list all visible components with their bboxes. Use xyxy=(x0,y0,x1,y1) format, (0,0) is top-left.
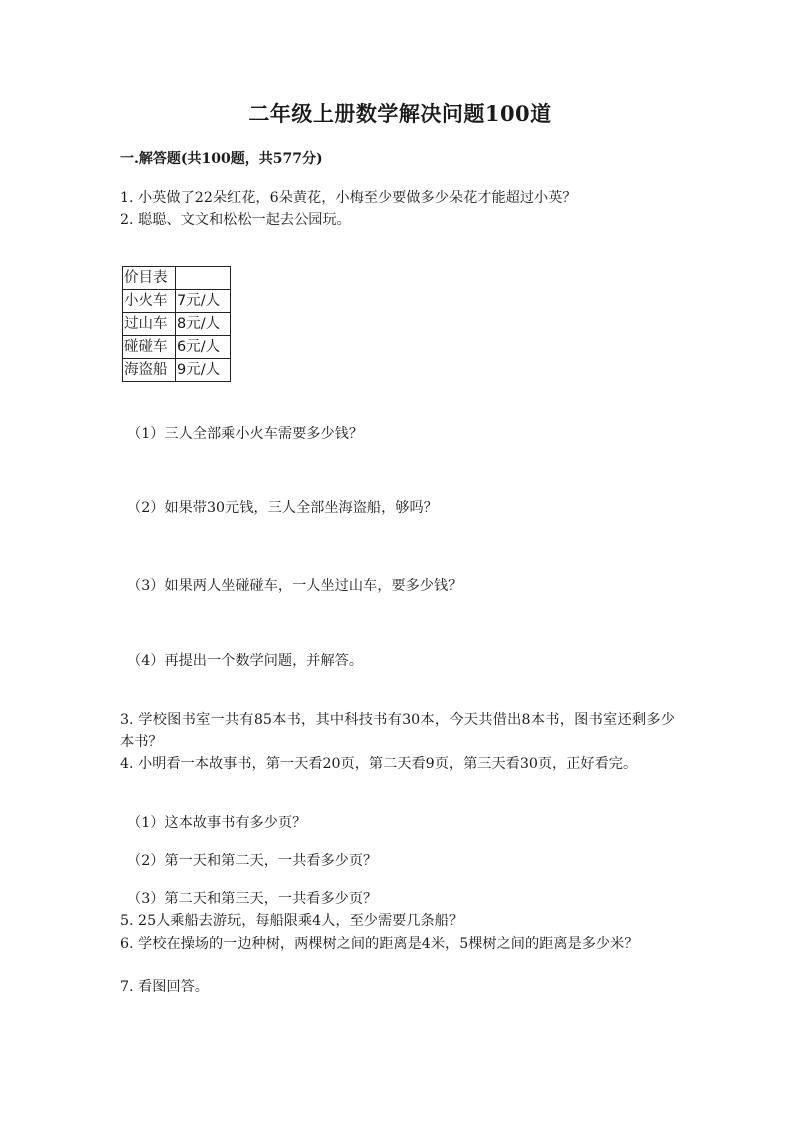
question-5: 5. 25人乘船去游玩，每船限乘4人，至少需要几条船？ xyxy=(120,913,464,929)
table-row xyxy=(123,336,231,359)
question-3: 3. 学校图书室一共有85本书，其中科技书有30本，今天共借出8本书，图书室还剩多少本书？ xyxy=(120,712,675,750)
question-2-part-2: （2）如果带30元钱，三人全部坐海盗船，够吗？ xyxy=(127,500,438,516)
ride-name: 海盗船 xyxy=(123,359,176,382)
question-2-part-1: （1）三人全部乘小火车需要多少钱？ xyxy=(127,426,364,442)
ride-name: 小火车 xyxy=(123,290,176,313)
ride-name: 过山车 xyxy=(123,313,176,336)
question-2: 2. 聪聪、文文和松松一起去公园玩。 xyxy=(120,212,351,228)
price-table-header-empty xyxy=(176,267,231,290)
ride-price: 6元/人 xyxy=(176,336,231,359)
price-table-title: 价目表 xyxy=(123,267,176,290)
question-1: 1. 小英做了22朵红花，6朵黄花，小梅至少要做多少朵花才能超过小英？ xyxy=(120,190,577,206)
ride-name: 碰碰车 xyxy=(123,336,176,359)
table-row xyxy=(123,359,231,382)
ride-price: 7元/人 xyxy=(176,290,231,313)
table-row xyxy=(123,313,231,336)
question-4-part-2: （2）第一天和第二天，一共看多少页？ xyxy=(127,853,378,869)
question-4-part-3: （3）第二天和第三天，一共看多少页？ xyxy=(127,891,378,907)
question-4-part-1: （1）这本故事书有多少页？ xyxy=(127,815,307,831)
question-2-part-4: （4）再提出一个数学问题，并解答。 xyxy=(127,653,364,669)
question-7: 7. 看图回答。 xyxy=(120,979,209,995)
price-table-header-row xyxy=(123,267,231,290)
ride-price: 9元/人 xyxy=(176,359,231,382)
ride-price: 8元/人 xyxy=(176,313,231,336)
question-2-part-3: （3）如果两人坐碰碰车，一人坐过山车，要多少钱？ xyxy=(127,578,463,594)
document-title: 二年级上册数学解决问题100道 xyxy=(248,101,552,126)
price-table xyxy=(122,266,231,382)
section-header: 一.解答题(共100题，共577分) xyxy=(120,151,323,167)
question-6: 6. 学校在操场的一边种树，两棵树之间的距离是4米，5棵树之间的距离是多少米？ xyxy=(120,936,639,952)
table-row xyxy=(123,290,231,313)
question-4: 4. 小明看一本故事书，第一天看20页，第二天看9页，第三天看30页，正好看完。 xyxy=(120,756,638,772)
